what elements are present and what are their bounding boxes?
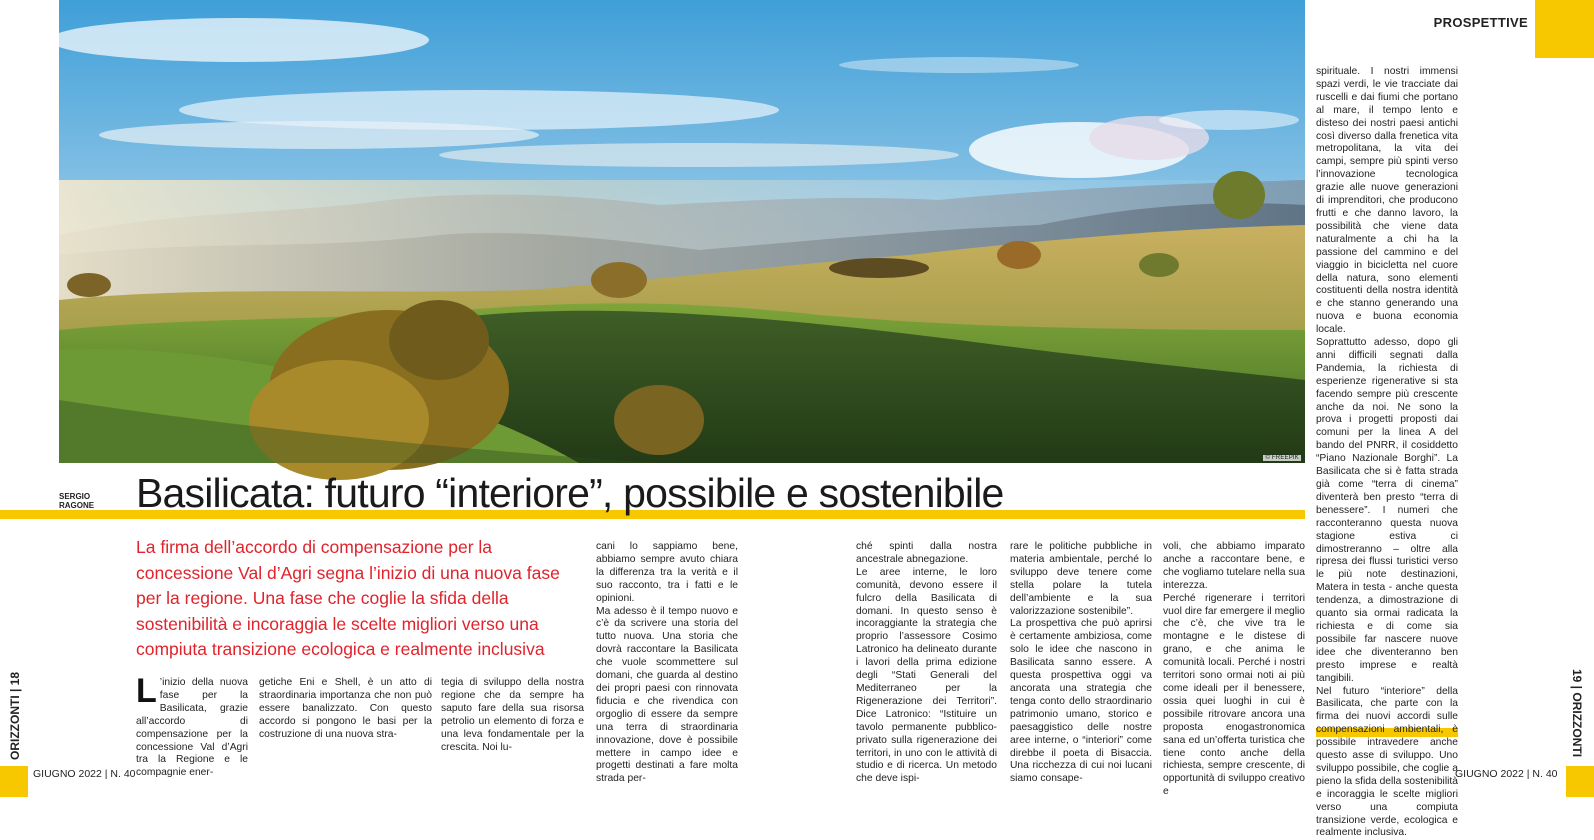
- body-column-4: [596, 541, 738, 786]
- body-text: Ma adesso è il tempo nuovo e c’è da scrivere una storia del tutto nuova. Una storia che dovrà raccontare la Basilicata che vuole scommettere sul domani, che guarda al destino dei propri paesi con rinnovata fiducia e che rivendica con orgoglio di essere da sempre una terra di straordinaria innovazione, dove è possibile mettere in campo idee e progetti destinati a fare molta strada per-: [596, 606, 738, 787]
- body-text: cani lo sappiamo bene, abbiamo sempre avuto chiara la differenza tra la verità e il suo racconto, tra i fatti e le opinioni.: [596, 541, 738, 606]
- author-last-name: RAGONE: [59, 501, 94, 510]
- section-tag: PROSPETTIVE: [1300, 15, 1528, 30]
- landscape-photo: [59, 0, 1305, 463]
- body-text: ché spinti dalla nostra ancestrale abnegazione.: [856, 541, 997, 567]
- body-column-1: [136, 677, 248, 780]
- body-text: La prospettiva che può aprirsi è certamente ambiziosa, come solo le idee che nascono in Basilicata sanno essere. A questa prospettiva oggi va ancorata una strategia che tenga conto dello straordinario patrimonio umano, storico e paesaggistico delle nostre aree interne, o “interiori” come direbbe il poeta di Bisaccia. Una ricchezza di cui noi lucani siamo consape-: [1010, 618, 1152, 786]
- body-text: Perché rigenerare i territori vuol dire far emergere il meglio che c’è, che vive tra le montagne e le distese di grano, e che anima le comunità locali. Perché i nostri territori sono ormai noti ai più come ideali per il benessere, ossia quei luoghi in cui è possibile ritrovare ancora una proposta enogastronomica sana ed un’offerta turistica che tiene conto anche della richiesta, sempre crescente, di opportunità di sviluppo creativo e: [1163, 593, 1305, 800]
- body-text: spirituale. I nostri immensi spazi verdi, le vie tracciate dai ruscelli e dai fiumi che portano al mare, il tempo lento e disteso dei nostri paesi antichi così diverso dalla frenetica vita metropolitana, la vita dei campi, sempre più spinti verso l’innovazione tecnologica grazie alle nuove generazioni di imprenditori, che producono frutti e che danno lavoro, la possibilità che viene data naturalmente a chi ha la passione del cammino e del viaggio in bicicletta nel cuore della natura, sono elementi costituenti della nostra identità e che stanno generando una nuova e buona economia locale.: [1316, 66, 1458, 337]
- body-column-2: [259, 677, 432, 742]
- body-text: voli, che abbiamo imparato anche a raccontare bene, e che vogliamo tutelare nella sua interezza.: [1163, 541, 1305, 593]
- folio-corner-right: [1566, 766, 1594, 797]
- folio-issue-left: GIUGNO 2022 | N. 40: [33, 768, 136, 780]
- body-text: ’inizio della nuova fase per la Basilicata, grazie all’accordo di compensazione per la concessione Val d’Agri tra la Regione e le compagnie ener-: [136, 677, 248, 778]
- folio-vertical-left: ORIZZONTI | 18: [8, 672, 22, 760]
- section-corner-block: [1535, 0, 1594, 58]
- folio-vertical-right: 19 | ORIZZONTI: [1570, 669, 1584, 757]
- body-column-7: [1163, 541, 1305, 799]
- photo-credit: © FREEPIK: [1263, 455, 1301, 461]
- body-text: getiche Eni e Shell, è un atto di straordinaria importanza che non può essere banalizzato. Con questo accordo si pongono le basi per la costruzione di una nuova stra-: [259, 677, 432, 742]
- landscape-illustration: [59, 0, 1305, 463]
- author-byline: [59, 492, 94, 510]
- article-title: Basilicata: futuro “interiore”, possibile e sostenibile: [136, 470, 1004, 516]
- body-text: Le aree interne, le loro comunità, devono essere il fulcro della Basilicata di domani. In questo senso è incoraggiante la strategia che proprio l’assessore Cosimo Latronico ha delineato durante i lavori della prima edizione degli “Stati Generali del Mediterraneo per la Rigenerazione dei Territori”. Dice Latronico: “Istituire un tavolo permanente pubblico-privato sulla rigenerazione dei territori, in uno con le attività di studio e di ricerca. Un metodo che deve ispi-: [856, 567, 997, 786]
- body-column-5: [856, 541, 997, 786]
- body-text: rare le politiche pubbliche in materia ambientale, perché lo sviluppo deve tenere come stella polare la tutela dell’ambiente e la sua valorizzazione sostenibile”.: [1010, 541, 1152, 618]
- author-first-name: SERGIO: [59, 492, 94, 501]
- body-text: tegia di sviluppo della nostra regione che da sempre ha saputo fare della sua risorsa petrolio un elemento di forza e una leva fondamentale per la crescita. Noi lu-: [441, 677, 584, 754]
- article-lead: La firma dell’accordo di compensazione per la concessione Val d’Agri segna l’inizio di una nuova fase per la regione. Una fase che coglie la sfida della sostenibilità e incoraggia le scelte migliori verso una compiuta transizione ecologica e realmente inclusiva: [136, 535, 581, 663]
- body-text: Nel futuro “interiore” della Basilicata, che parte con la firma dei nuovi accordi sulle compensazioni ambientali, è possibile intravedere anche questo asse di sviluppo. Uno sviluppo possibile, che coglie a pieno la sfida della sostenibilità e incoraggia le scelte migliori verso una compiuta transizione verde, ecologica e realmente inclusiva.: [1316, 686, 1458, 840]
- folio-corner-left: [0, 766, 28, 797]
- body-column-3: [441, 677, 584, 754]
- folio-issue-right: GIUGNO 2022 | N. 40: [1455, 768, 1558, 780]
- body-paragraph: [136, 677, 248, 780]
- body-text: Soprattutto adesso, dopo gli anni difficili segnati dalla Pandemia, la richiesta di esperienze rigenerative si sta facendo sempre più crescente anche da noi. Ne sono la prova i progetti proposti dai comuni per la linea A del bando del PNRR, il cosiddetto “Piano Nazionale Borghi”. La Basilicata che si è fatta strada già come “terra di cinema” diventerà ben presto “terra di benessere”. I numeri che racconteranno questa nuova stagione estiva ci dimostreranno – oltre alla ripresa dei flussi turistici verso le più note destinazioni, Matera in testa - anche questa tendenza, a dimostrazione di quanto sia ormai radicata la richiesta e di come sia possibile far nascere nuove idee che diventeranno ben presto imprese e realtà tangibili.: [1316, 337, 1458, 685]
- body-column-6: [1010, 541, 1152, 786]
- body-column-8: [1316, 66, 1458, 840]
- drop-cap: L: [136, 678, 157, 704]
